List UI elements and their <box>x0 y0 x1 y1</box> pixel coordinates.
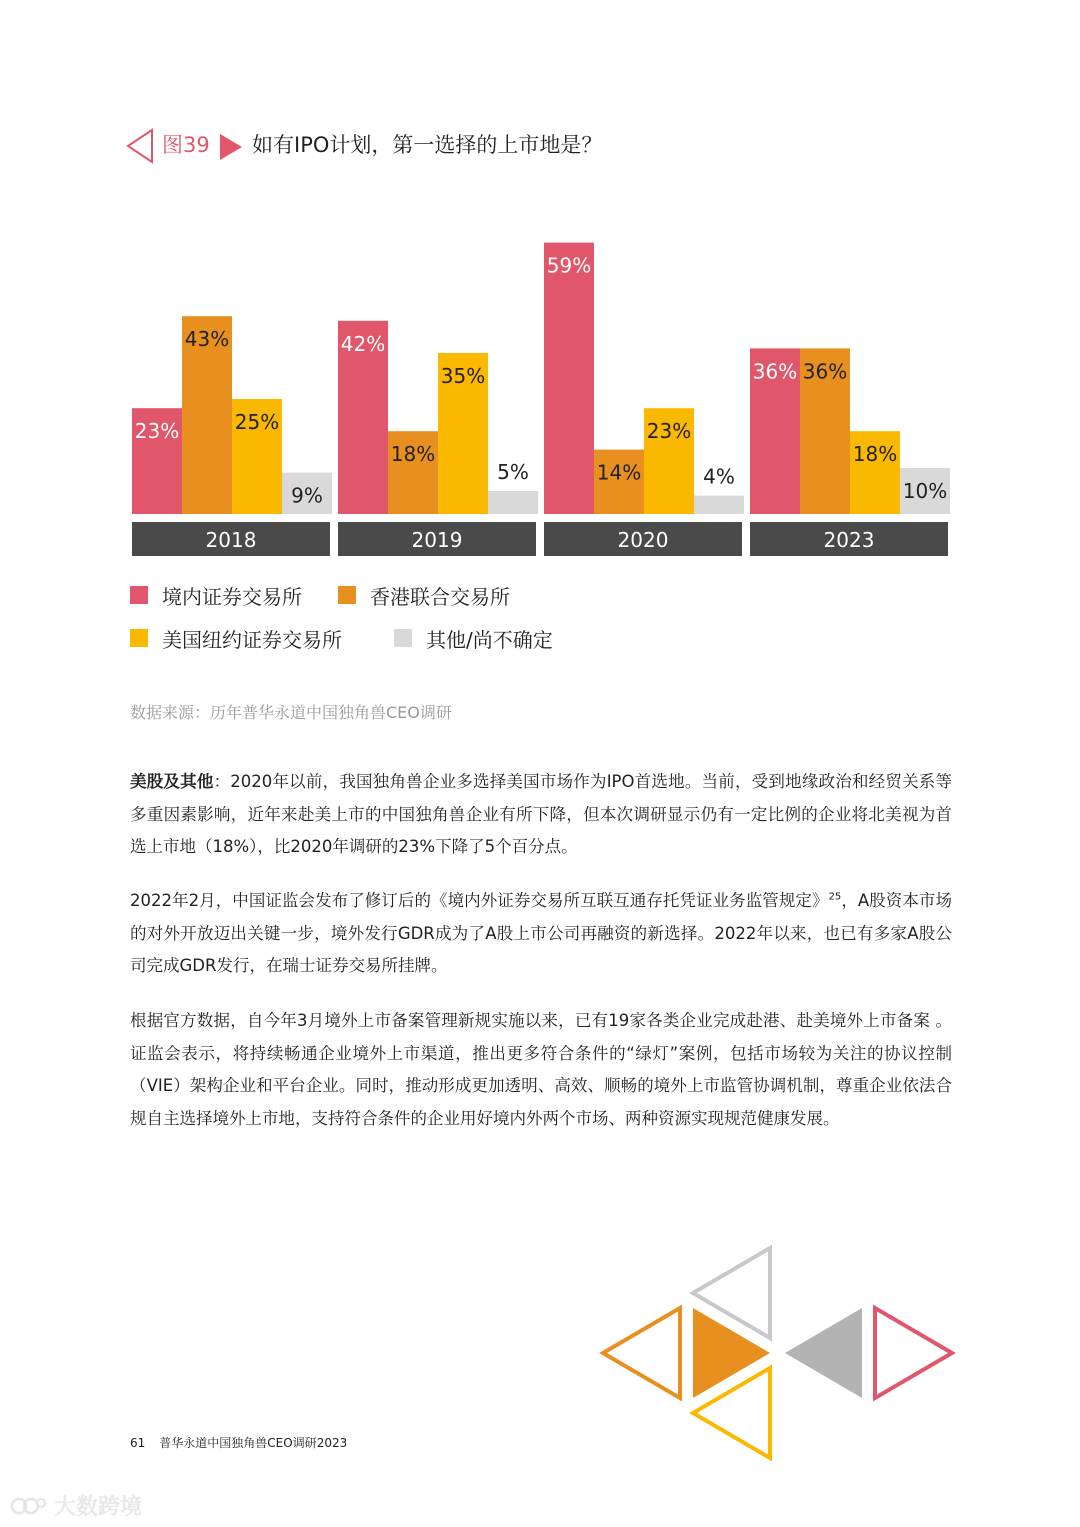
decor-pink-outline-triangle <box>875 1308 952 1398</box>
legend-swatch <box>130 586 148 604</box>
bar-value-label: 43% <box>184 327 230 352</box>
category-label: 2023 <box>823 528 875 552</box>
category-label: 2019 <box>411 528 463 552</box>
page-footer <box>130 1434 347 1451</box>
report-title: 普华永道中国独角兽CEO调研2023 <box>159 1436 348 1450</box>
bar-chart <box>0 0 1080 570</box>
bar-value-label: 18% <box>390 442 436 467</box>
page-number: 61 <box>130 1436 146 1450</box>
bar-value-label: 42% <box>340 331 386 356</box>
paragraph-body: ，A股资本市场的对外开放迈出关键一步，境外发行GDR成为了A股上市公司再融资的新选择。2022年以来，也已有多家A股公司完成GDR发行，在瑞士证券交易所挂牌。 <box>130 891 952 975</box>
paragraph-gdr <box>130 885 952 983</box>
watermark-text: 大数跨境 <box>54 1495 143 1520</box>
decor-orange-solid-triangle <box>693 1308 770 1398</box>
bar-value-label: 14% <box>596 460 642 485</box>
bar-value-label: 36% <box>752 359 798 384</box>
legend-item-hkex <box>338 580 510 610</box>
legend-item-domestic <box>130 580 302 610</box>
paragraph-body: ：2020年以前，我国独角兽企业多选择美国市场作为IPO首选地。当前，受到地缘政治和经贸关系等多重因素影响，近年来赴美上市的中国独角兽企业有所下降，但本次调研显示仍有一定比例的企业将北美视为首选上市地（18%），比2020年调研的23%下降了5个百分点。 <box>130 772 953 856</box>
bar-2020-3 <box>694 496 744 514</box>
bar-value-label: 23% <box>134 419 180 444</box>
bar-value-label: 4% <box>703 464 735 489</box>
legend-label: 香港联合交易所 <box>370 584 510 609</box>
legend-swatch <box>338 586 356 604</box>
paragraph-lead: 美股及其他 <box>130 772 214 791</box>
paragraph-body: 2022年2月，中国证监会发布了修订后的《境内外证券交易所互联互通存托凭证业务监管规定》 <box>130 891 829 910</box>
paragraph-body: 根据官方数据，自今年3月境外上市备案管理新规实施以来，已有19家各类企业完成赴港、赴美境外上市备案 。证监会表示，将持续畅通企业境外上市渠道，推出更多符合条件的“绿灯”案例，包括市场较为关注的协议控制（VIE）架构企业和平台企业。同时，推动形成更加透明、高效、顺畅的境外上市监管协调机制，尊重企业依法合规自主选择境外上市地，支持符合条件的企业用好境内外两个市场、两种资源实现规范健康发展。 <box>130 1011 952 1128</box>
figure-label: 图39 <box>162 133 210 157</box>
bar-value-label: 10% <box>902 479 948 503</box>
bar-2019-3 <box>488 491 538 514</box>
legend-item-other <box>394 623 553 653</box>
bar-2020-0 <box>544 243 594 514</box>
bar-value-label: 36% <box>802 359 848 384</box>
decor-grey-solid-triangle <box>785 1308 862 1398</box>
legend-label: 其他/尚不确定 <box>426 627 553 652</box>
paragraph-us-market <box>130 766 952 864</box>
bar-value-label: 35% <box>440 364 486 388</box>
chart-legend <box>130 580 730 660</box>
legend-label: 美国纽约证券交易所 <box>162 627 342 652</box>
bar-value-label: 25% <box>234 410 280 434</box>
bar-value-label: 59% <box>546 253 592 278</box>
legend-item-nyse <box>130 623 342 653</box>
legend-swatch <box>394 629 412 647</box>
legend-swatch <box>130 629 148 647</box>
figure-title: 如有IPO计划，第一选择的上市地是？ <box>252 133 603 157</box>
watermark <box>10 1490 142 1521</box>
category-label: 2018 <box>205 528 257 552</box>
bar-value-label: 18% <box>852 442 898 467</box>
decor-orange-outline-triangle <box>603 1308 680 1398</box>
watermark-logo-icon <box>10 1495 48 1517</box>
data-source-note: 数据来源：历年普华永道中国独角兽CEO调研 <box>130 703 452 722</box>
legend-label: 境内证券交易所 <box>162 584 302 609</box>
decorative-triangles <box>590 1236 970 1461</box>
footnote-ref: 25 <box>828 891 842 903</box>
category-label: 2020 <box>617 528 669 552</box>
bar-value-label: 9% <box>291 483 323 508</box>
paragraph-overseas-listing <box>130 1005 952 1135</box>
bar-value-label: 5% <box>497 460 529 484</box>
bar-value-label: 23% <box>646 419 692 444</box>
